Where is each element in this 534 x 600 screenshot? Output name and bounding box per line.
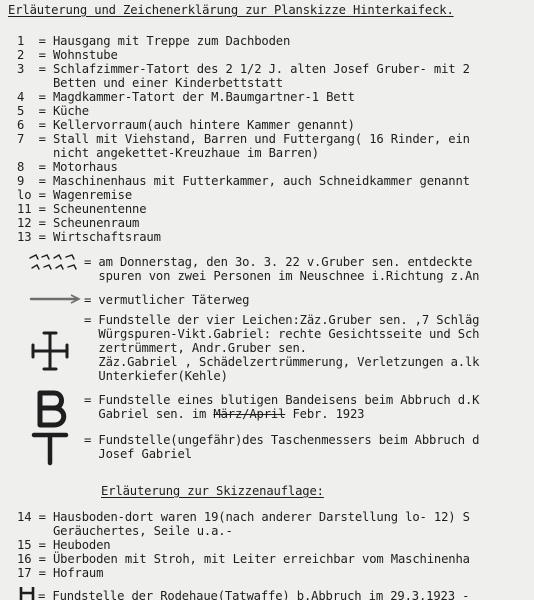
legend-line: Betten und einer Kinderbettstatt	[17, 76, 283, 90]
cross-description: Würgspuren-Vikt.Gabriel: rechte Gesichtsseite und Sch	[84, 327, 480, 341]
cross-description: = Fundstelle der vier Leichen:Zäz.Gruber sen. ,7 Schläg	[84, 313, 480, 327]
legend-line: 12 = Scheunenraum	[17, 216, 140, 230]
legend-line: nicht angekettet-Kreuzhaue im Barren)	[17, 146, 319, 160]
b-description: Gabriel sen. im März/April Febr. 1923	[84, 407, 365, 421]
cross-description: zertrümmert, Andr.Gruber sen.	[84, 341, 307, 355]
footprints-description: = am Donnerstag, den 3o. 3. 22 v.Gruber sen. entdeckte	[84, 255, 473, 269]
footprints-icon	[28, 252, 84, 276]
route-description: = vermutlicher Täterweg	[84, 293, 250, 307]
overlay-legend-line: 14 = Hausboden-dort waren 19(nach anderer Darstellung lo- 12) S	[17, 510, 470, 524]
legend-line: 5 = Küche	[17, 104, 89, 118]
footprints-description: spuren von zwei Personen im Neuschnee i.Richtung z.An	[84, 269, 480, 283]
t-description: Josef Gabriel	[84, 447, 192, 461]
hoe-description: = Fundstelle der Rodehaue(Tatwaffe) b.Abbruch im 29.3.1923 -	[38, 589, 470, 600]
legend-line: 13 = Wirtschaftsraum	[17, 230, 161, 244]
overlay-legend-line: 16 = Überboden mit Stroh, mit Leiter erreichbar vom Maschinenha	[17, 552, 470, 566]
sketch-heading: Erläuterung zur Skizzenauflage:	[101, 484, 324, 498]
legend-line: 6 = Kellervorraum(auch hintere Kammer genannt)	[17, 118, 355, 132]
overlay-legend-line: 17 = Hofraum	[17, 566, 104, 580]
cross-description: Zäz.Gabriel , Schädelzertrümmerung, Verletzungen a.lk	[84, 355, 480, 369]
legend-line: 9 = Maschinenhaus mit Futterkammer, auch Schneidkammer genannt	[17, 174, 470, 188]
overlay-legend-line: 15 = Heuboden	[17, 538, 111, 552]
h-letter-icon	[17, 585, 37, 600]
legend-line: 1 = Hausgang mit Treppe zum Dachboden	[17, 34, 291, 48]
b-description: = Fundstelle eines blutigen Bandeisens beim Abbruch d.K	[84, 393, 480, 407]
legend-line: 3 = Schlafzimmer-Tatort des 2 1/2 J. alten Josef Gruber- mit 2	[17, 62, 470, 76]
legend-line: 4 = Magdkammer-Tatort der M.Baumgartner-1 Bett	[17, 90, 355, 104]
legend-line: 7 = Stall mit Viehstand, Barren und Futtergang( 16 Rinder, ein	[17, 132, 470, 146]
t-letter-icon	[30, 430, 70, 466]
cross-description: Unterkiefer(Kehle)	[84, 369, 228, 383]
route-arrow-icon	[28, 292, 84, 306]
overlay-legend-line: Geräuchertes, Seile u.a.-	[17, 524, 233, 538]
legend-line: 11 = Scheunentenne	[17, 202, 147, 216]
legend-line: 8 = Motorhaus	[17, 160, 118, 174]
t-description: = Fundstelle(ungefähr)des Taschenmessers beim Abbruch d	[84, 433, 480, 447]
legend-line: lo = Wagenremise	[17, 188, 132, 202]
document-title: Erläuterung und Zeichenerklärung zur Planskizze Hinterkaifeck.	[8, 3, 454, 17]
b-letter-icon	[32, 390, 70, 428]
legend-line: 2 = Wohnstube	[17, 48, 118, 62]
struck-date: März/April	[213, 407, 286, 421]
cross-icon	[30, 330, 70, 372]
